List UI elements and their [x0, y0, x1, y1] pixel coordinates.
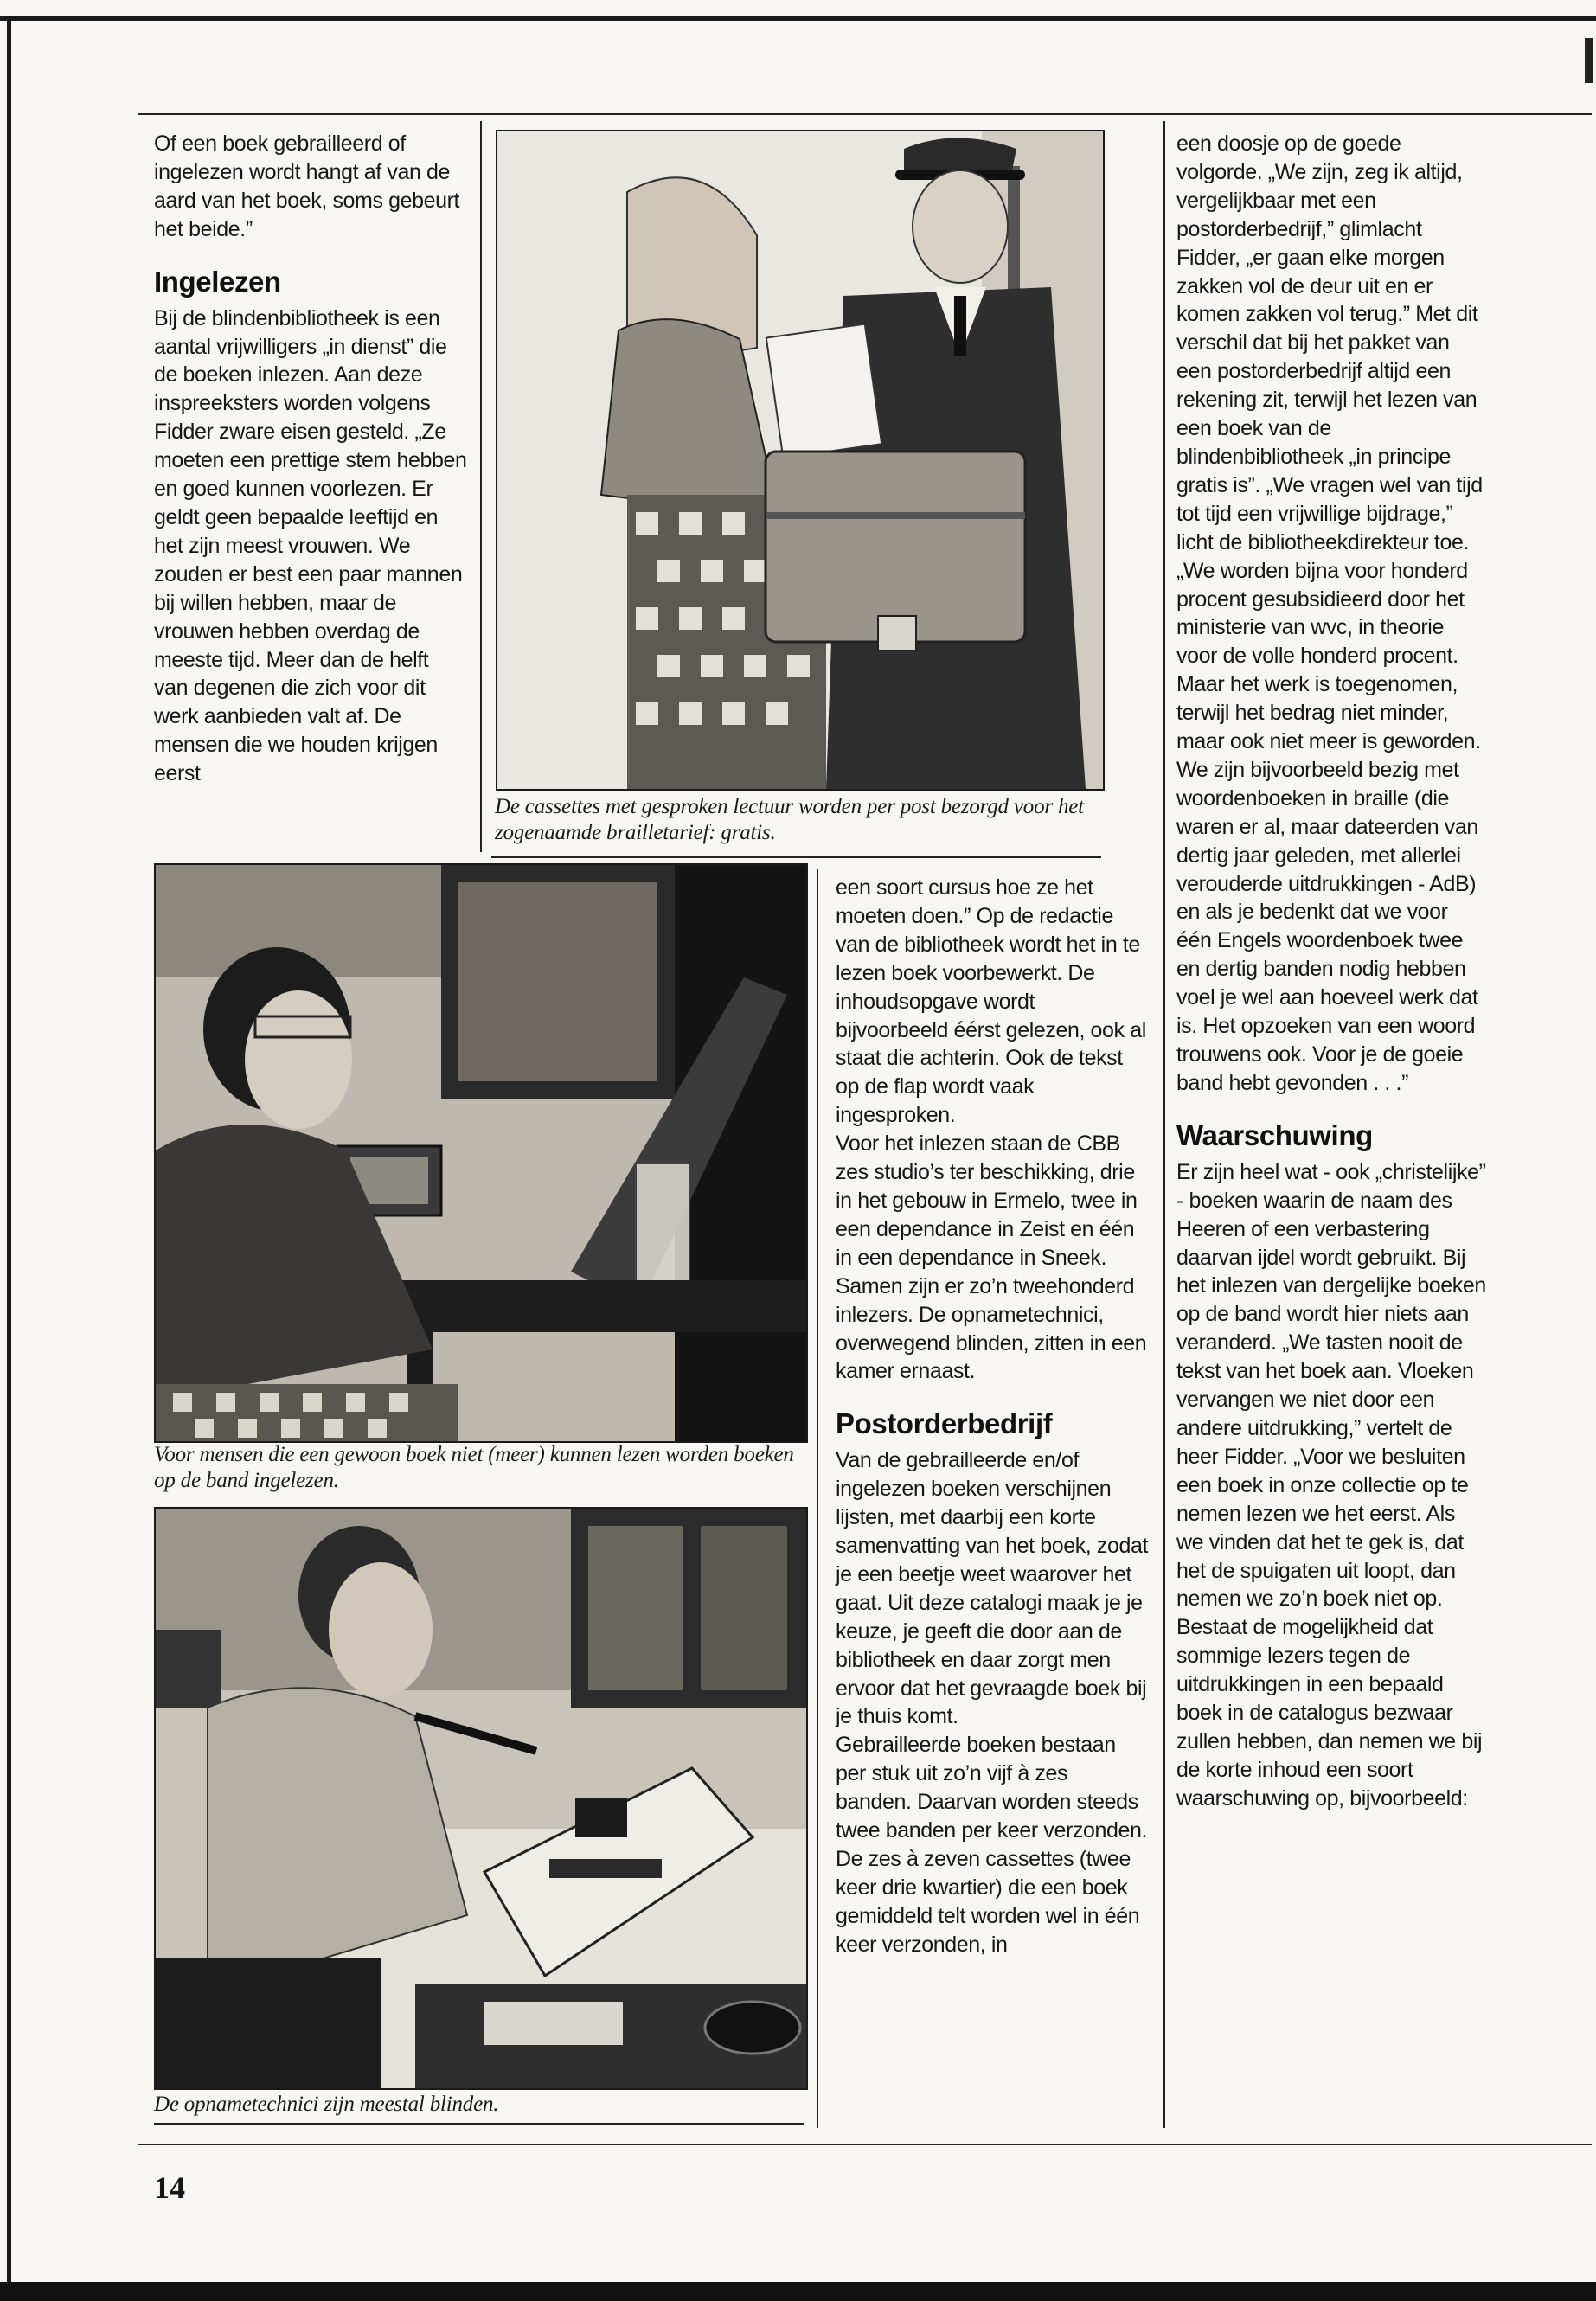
page-border-top [0, 16, 1596, 21]
caption-postman: De cassettes met gesproken lectuur worden per post bezorgd voor het zogenaamde brailletarief: gratis. [495, 795, 1084, 844]
postman-illustration [497, 131, 1103, 789]
column-divider-middle [817, 869, 818, 2128]
technician-illustration [156, 1509, 806, 2088]
middle-paragraph-4: Gebrailleerde boeken bestaan per stuk uit zo’n vijf à zes banden. Daarvan worden steeds twee banden per keer verzonden. De zes à zeven cassettes (twee keer drie kwartier) die een boek gemiddeld telt worden wel in één keer verzonden, in [836, 1733, 1148, 1957]
photo-postman [496, 130, 1105, 791]
column-divider-right [1163, 121, 1165, 2128]
page-border-bottom [0, 2282, 1596, 2301]
reader-illustration [156, 865, 806, 1441]
middle-paragraph-1: een soort cursus hoe ze het moeten doen.” Op de redactie van de bibliotheek wordt het in te lezen boek voorbewerkt. De inhoudsopgave wordt bijvoorbeeld éérst gelezen, ook al staat die achterin. Ook de tekst op de flap wordt vaak ingesproken. [836, 875, 1146, 1128]
caption-reader: Voor mensen die een gewoon boek niet (meer) kunnen lezen worden boeken op de band ingelezen. [154, 1443, 794, 1492]
bottom-rule [138, 2144, 1592, 2145]
ingelezen-paragraph: Bij de blindenbibliotheek is een aantal vrijwilligers „in dienst” die de boeken inlezen. Aan deze inspreeksters worden volgens Fidder zware eisen gesteld. „Ze moeten een prettige stem hebben en goed kunnen voorlezen. Er geldt geen bepaalde leeftijd en het zijn meest vrouwen. We zouden er best een paar mannen bij willen hebben, maar de vrouwen hebben overdag de meeste tijd. Meer dan de helft van degenen die zich voor dit werk aanbieden valt af. De mensen die we houden krijgen eerst [154, 305, 467, 786]
page-tab-marker [1585, 38, 1593, 83]
page-number: 14 [154, 2170, 185, 2205]
heading-ingelezen: Ingelezen [154, 265, 281, 298]
right-column [1176, 130, 1486, 1813]
right-paragraph-2: Er zijn heel wat - ook „christelijke” - boeken waarin de naam des Heeren of een verbastering daarvan ijdel wordt gebruikt. Bij het inlezen van dergelijke boeken op de band wordt hier niets aan veranderd. „We tasten nooit de tekst van het boek aan. Vloeken vervangen we niet door een andere uitdrukking,” vertelt de heer Fidder. „Voor we besluiten een boek in onze collectie op te nemen lezen we het eerst. Als we vinden dat het te gek is, dat het de spuigaten uit loopt, dan nemen we zo’n boek niet op. Bestaat de mogelijkheid dat sommige lezers tegen de uitdrukkingen in een bepaald boek in de catalogus bezwaar zullen hebben, dan nemen we bij de korte inhoud een soort waarschuwing op, bijvoorbeeld: [1176, 1159, 1486, 1811]
intro-paragraph: Of een boek gebrailleerd of ingelezen wordt hangt af van de aard van het boek, soms gebeurt het beide.” [154, 131, 460, 241]
photo-technician [154, 1507, 808, 2090]
right-paragraph-1: een doosje op de goede volgorde. „We zijn, zeg ik altijd, vergelijkbaar met een postorderbedrijf,” glimlacht Fidder, „er gaan elke morgen zakken vol de deur uit en er komen zakken vol terug.” Met dit verschil dat bij het pakket van een postorderbedrijf altijd een rekening zit, terwijl het lezen van een boek van de blindenbibliotheek „in principe gratis is”. „We vragen wel van tijd tot tijd een vrijwillige bijdrage,” licht de bibliotheekdirekteur toe. „We worden bijna voor honderd procent gesubsidieerd door het ministerie van wvc, in theorie voor de volle honderd procent. Maar het werk is toegenomen, terwijl het bedrag niet minder, maar ook niet meer is geworden. We zijn bijvoorbeeld bezig met woordenboeken in braille (die waren er al, maar dateerden van dertig jaar geleden, met allerlei verouderde uitdrukkingen - AdB) en als je bedenkt dat we voor één Engels woordenboek twee en dertig banden nodig hebben voel je wel aan hoeveel werk dat is. Het opzoeken van een woord trouwens ook. Voor je de goeie band hebt gevonden . . .” [1176, 131, 1483, 1095]
left-column [154, 130, 467, 788]
middle-paragraph-3: Van de gebrailleerde en/of ingelezen boeken verschijnen lijsten, met daarbij een korte samenvatting van het boek, zodat je een beetje weet waarover het gaat. Uit deze catalogi maak je je keuze, je geeft die door aan de bibliotheek en daar zorgt men ervoor dat het gevraagde boek bij je thuis komt. [836, 1448, 1149, 1729]
caption-rule-technician [154, 2123, 804, 2125]
middle-paragraph-2: Voor het inlezen staan de CBB zes studio’s ter beschikking, drie in het gebouw in Ermelo, twee in een dependance in Zeist en één in een dependance in Sneek. Samen zijn er zo’n tweehonderd inlezers. De opnametechnici, overwegend blinden, zitten in een kamer ernaast. [836, 1131, 1147, 1384]
caption-technician: De opnametechnici zijn meestal blinden. [154, 2093, 499, 2116]
page-border-left [7, 16, 11, 2282]
heading-postorderbedrijf: Postorderbedrijf [836, 1407, 1053, 1440]
photo-reader [154, 863, 808, 1443]
middle-column [836, 874, 1149, 1959]
column-divider-left [480, 121, 482, 852]
heading-waarschuwing: Waarschuwing [1176, 1118, 1373, 1151]
top-rule [138, 113, 1592, 115]
caption-rule-postman [491, 856, 1101, 858]
